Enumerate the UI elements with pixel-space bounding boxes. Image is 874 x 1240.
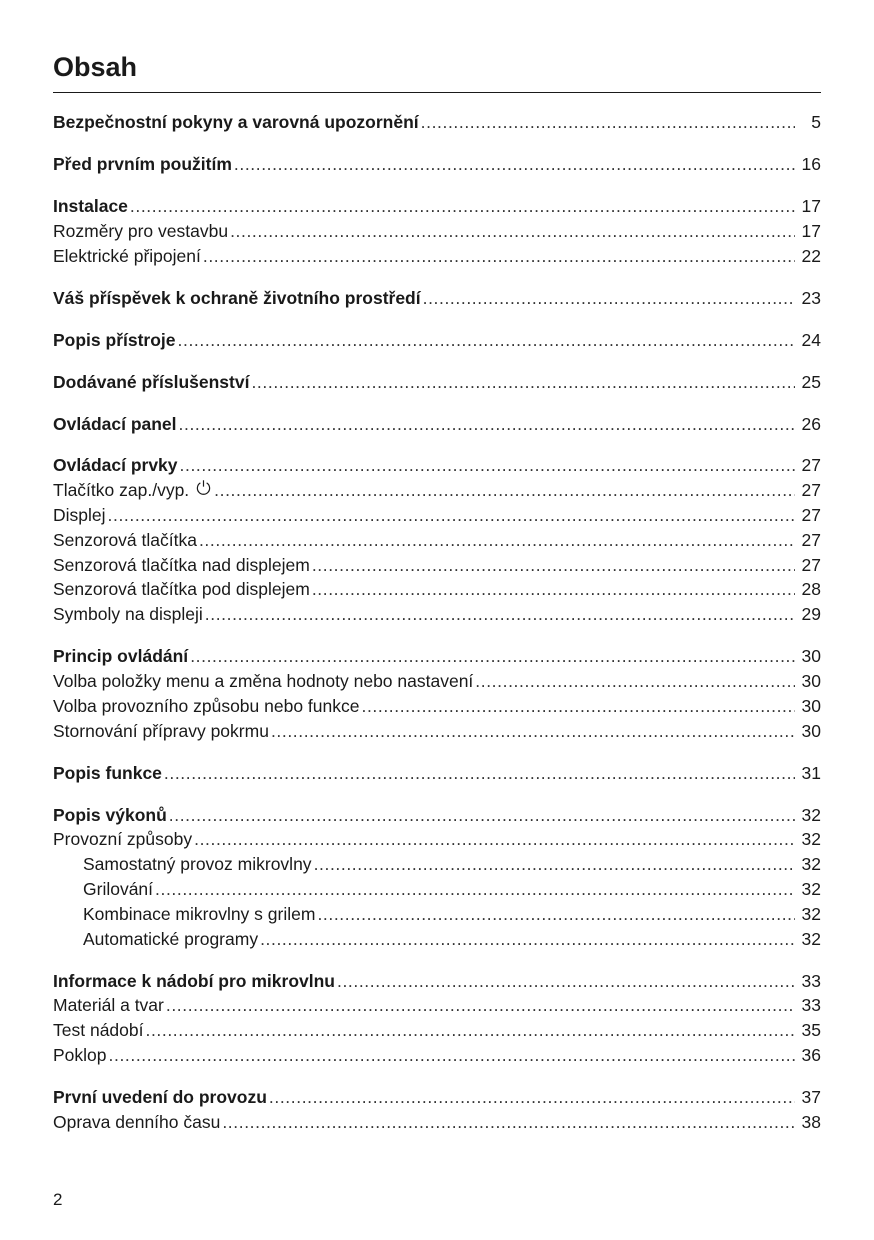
toc-entry-page: 32 — [801, 854, 821, 875]
toc-entry-title: Provozní způsoby — [53, 829, 193, 850]
toc-entry-title: Dodávané příslušenství — [53, 371, 250, 392]
toc-entry-title: Poklop — [53, 1044, 107, 1065]
toc-entry-title: Samostatný provoz mikrovlny — [83, 854, 312, 875]
dot-leader — [361, 694, 795, 719]
toc-entry[interactable] — [53, 827, 821, 852]
toc-entry[interactable] — [53, 1110, 821, 1135]
dot-leader — [475, 669, 795, 694]
toc-entry[interactable] — [53, 669, 821, 694]
dot-leader — [166, 993, 795, 1018]
toc-entry[interactable] — [53, 528, 821, 553]
dot-leader — [190, 644, 795, 669]
toc-entry[interactable] — [53, 1018, 821, 1043]
toc-entry-page: 32 — [801, 829, 821, 850]
toc-entry-page: 29 — [801, 604, 821, 625]
toc-entry[interactable] — [53, 602, 821, 627]
toc-entry-page: 33 — [801, 995, 821, 1016]
dot-leader — [314, 852, 795, 877]
toc-entry-page: 35 — [801, 1020, 821, 1041]
page-title: Obsah — [53, 52, 138, 82]
toc-entry-page: 27 — [801, 505, 821, 526]
dot-leader — [271, 719, 795, 744]
toc-entry-title: Elektrické připojení — [53, 245, 201, 266]
dot-leader — [312, 553, 795, 578]
toc-entry[interactable] — [53, 1043, 821, 1068]
toc-entry-title: Senzorová tlačítka nad displejem — [53, 554, 310, 575]
dot-leader — [222, 1110, 795, 1135]
toc-entry[interactable] — [53, 152, 821, 177]
toc-entry-title: Popis funkce — [53, 762, 162, 783]
toc-entry-title: Oprava denního času — [53, 1111, 221, 1132]
toc-entry-page: 27 — [801, 529, 821, 550]
toc-entry[interactable] — [53, 852, 821, 877]
toc-entry-title: Automatické programy — [83, 928, 259, 949]
toc-entry-page: 27 — [801, 554, 821, 575]
toc-entry-page: 31 — [801, 762, 821, 783]
toc-entry-page: 30 — [801, 720, 821, 741]
dot-leader — [205, 602, 795, 627]
toc-entry-title: Ovládací prvky — [53, 455, 178, 476]
toc-entry-page: 25 — [801, 371, 821, 392]
dot-leader — [317, 902, 795, 927]
toc-entry-title: Stornování přípravy pokrmu — [53, 720, 269, 741]
toc-entry-title: Kombinace mikrovlny s grilem — [83, 903, 316, 924]
title-divider — [53, 92, 821, 93]
toc-entry-title: Před prvním použitím — [53, 153, 232, 174]
toc-entry-page: 17 — [801, 220, 821, 241]
toc-entry-title: Informace k nádobí pro mikrovlnu — [53, 970, 335, 991]
toc-entry[interactable] — [53, 1085, 821, 1110]
page-number: 2 — [53, 1190, 63, 1209]
dot-leader — [130, 194, 795, 219]
toc-entry-page: 17 — [801, 195, 821, 216]
toc-entry-page: 32 — [801, 879, 821, 899]
toc-entry-title: Tlačítko zap./vyp. — [53, 480, 190, 501]
toc-entry[interactable] — [53, 503, 821, 528]
toc-entry-title: Grilování — [83, 879, 154, 899]
dot-leader — [234, 152, 795, 177]
toc-entry-title: Displej — [53, 505, 106, 526]
dot-leader — [180, 453, 795, 478]
dot-leader — [164, 761, 795, 786]
toc-entry-title: Senzorová tlačítka — [53, 529, 197, 550]
toc-entry-title: Instalace — [53, 195, 128, 216]
toc-entry-page: 23 — [801, 287, 821, 308]
toc-entry[interactable] — [53, 993, 821, 1018]
toc-entry[interactable] — [53, 453, 821, 478]
dot-leader — [199, 528, 795, 553]
dot-leader — [145, 1018, 795, 1043]
toc-entry[interactable] — [53, 927, 821, 952]
toc-entry[interactable] — [53, 694, 821, 719]
dot-leader — [194, 827, 795, 852]
power-icon — [195, 479, 212, 496]
toc-entry-title: Materiál a tvar — [53, 995, 164, 1016]
dot-leader — [230, 219, 795, 244]
toc-entry[interactable] — [53, 969, 821, 994]
toc-entry[interactable] — [53, 370, 821, 395]
toc-entry-title: Váš příspěvek k ochraně životního prostředí — [53, 287, 421, 308]
dot-leader — [260, 927, 795, 952]
dot-leader — [203, 244, 795, 269]
toc-entry-title: Symboly na displeji — [53, 604, 203, 625]
toc-entry[interactable] — [53, 761, 821, 786]
dot-leader — [108, 503, 795, 528]
dot-leader — [155, 877, 795, 902]
toc-entry[interactable] — [53, 577, 821, 602]
toc-entry-title: Volba položky menu a změna hodnoty nebo nastavení — [53, 671, 474, 692]
dot-leader — [179, 412, 795, 437]
toc-entry[interactable] — [53, 719, 821, 744]
toc-entry-page: 16 — [801, 153, 821, 174]
toc-entry-title: Rozměry pro vestavbu — [53, 220, 229, 241]
toc-entry-title: Princip ovládání — [53, 646, 189, 667]
toc-entry[interactable] — [53, 478, 821, 503]
toc-entry-title: Volba provozního způsobu nebo funkce — [53, 695, 360, 716]
toc-entry-page: 5 — [811, 112, 821, 132]
toc-entry[interactable] — [53, 877, 821, 902]
dot-leader — [423, 286, 795, 311]
toc-entry-page: 32 — [801, 928, 821, 949]
toc-entry[interactable] — [53, 286, 821, 311]
toc-entry[interactable] — [53, 194, 821, 219]
toc-entry-page: 32 — [801, 804, 821, 825]
dot-leader — [312, 577, 795, 602]
toc-entry-page: 38 — [801, 1111, 821, 1132]
toc-entry-page: 27 — [801, 480, 821, 501]
dot-leader — [178, 328, 795, 353]
toc-entry-page: 32 — [801, 903, 821, 924]
toc-entry-page: 27 — [801, 455, 821, 476]
toc-entry[interactable] — [53, 110, 821, 135]
toc-entry[interactable] — [53, 328, 821, 353]
dot-leader — [109, 1043, 795, 1068]
toc-entry-page: 37 — [801, 1086, 821, 1107]
toc-entry-title: Popis výkonů — [53, 804, 167, 825]
toc-entry-page: 30 — [801, 695, 821, 716]
toc-entry-page: 30 — [801, 671, 821, 692]
toc-entry[interactable] — [53, 219, 821, 244]
toc-entry-page: 28 — [801, 579, 821, 600]
toc-entry-page: 33 — [801, 970, 821, 991]
dot-leader — [251, 370, 795, 395]
toc-entry-title: První uvedení do provozu — [53, 1086, 267, 1107]
toc-entry-page: 36 — [801, 1044, 821, 1065]
toc-entry[interactable] — [53, 644, 821, 669]
dot-leader — [169, 803, 795, 828]
toc-entry[interactable] — [53, 412, 821, 437]
toc-entry[interactable] — [53, 902, 821, 927]
toc-entry-page: 24 — [801, 329, 821, 350]
toc-entry-title: Popis přístroje — [53, 329, 176, 350]
dot-leader — [337, 969, 795, 994]
toc-entry[interactable] — [53, 244, 821, 269]
toc-entry-page: 22 — [801, 245, 821, 266]
dot-leader — [421, 110, 795, 135]
toc-entry[interactable] — [53, 553, 821, 578]
table-of-contents — [53, 110, 821, 1135]
toc-entry-page: 26 — [801, 413, 821, 434]
toc-entry-title: Bezpečnostní pokyny a varovná upozornění — [53, 112, 419, 132]
toc-entry-title: Senzorová tlačítka pod displejem — [53, 579, 310, 600]
dot-leader — [214, 478, 795, 503]
toc-entry[interactable] — [53, 803, 821, 828]
toc-entry-title: Ovládací panel — [53, 413, 177, 434]
toc-entry-page: 30 — [801, 646, 821, 667]
toc-entry-title: Test nádobí — [53, 1020, 144, 1041]
dot-leader — [269, 1085, 795, 1110]
